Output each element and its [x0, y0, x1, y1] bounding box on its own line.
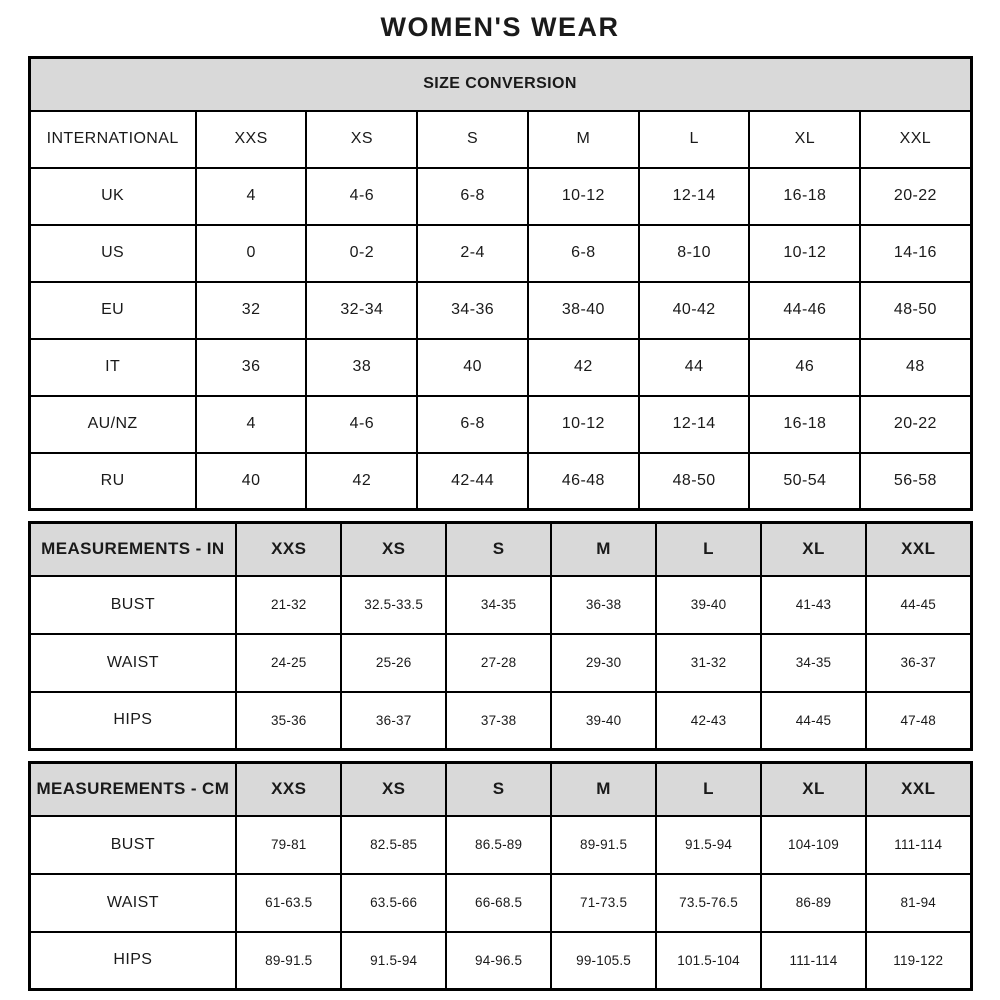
- size-column-header: XXL: [866, 523, 971, 576]
- size-column-header: XXS: [196, 111, 307, 168]
- value-cell: 29-30: [551, 634, 656, 692]
- size-column-header: XXL: [866, 763, 971, 816]
- size-column-header: XS: [341, 523, 446, 576]
- table-row: [29, 932, 971, 990]
- value-cell: 16-18: [749, 396, 860, 453]
- value-cell: 32: [196, 282, 307, 339]
- value-cell: 24-25: [236, 634, 341, 692]
- value-cell: 46: [749, 339, 860, 396]
- size-column-header: M: [528, 111, 639, 168]
- size-column-header: XS: [341, 763, 446, 816]
- table-row: [29, 282, 971, 339]
- value-cell: 20-22: [860, 168, 971, 225]
- value-cell: 6-8: [417, 396, 528, 453]
- value-cell: 89-91.5: [551, 816, 656, 874]
- size-column-header: L: [639, 111, 750, 168]
- size-column-header: XXL: [860, 111, 971, 168]
- size-column-header: S: [446, 763, 551, 816]
- value-cell: 4: [196, 168, 307, 225]
- size-column-header: XXS: [236, 523, 341, 576]
- value-cell: 36: [196, 339, 307, 396]
- size-column-header: M: [551, 763, 656, 816]
- value-cell: 44-45: [866, 576, 971, 634]
- value-cell: 4: [196, 396, 307, 453]
- table-row: [29, 396, 971, 453]
- value-cell: 0-2: [306, 225, 417, 282]
- value-cell: 79-81: [236, 816, 341, 874]
- value-cell: 46-48: [528, 453, 639, 510]
- value-cell: 82.5-85: [341, 816, 446, 874]
- value-cell: 31-32: [656, 634, 761, 692]
- size-column-header: M: [551, 523, 656, 576]
- value-cell: 50-54: [749, 453, 860, 510]
- size-column-header: L: [656, 763, 761, 816]
- size-column-header: S: [417, 111, 528, 168]
- value-cell: 48: [860, 339, 971, 396]
- value-cell: 86.5-89: [446, 816, 551, 874]
- value-cell: 111-114: [761, 932, 866, 990]
- value-cell: 10-12: [528, 168, 639, 225]
- value-cell: 44-46: [749, 282, 860, 339]
- value-cell: 38-40: [528, 282, 639, 339]
- size-column-header: XL: [761, 523, 866, 576]
- value-cell: 44: [639, 339, 750, 396]
- table-row: [29, 339, 971, 396]
- table-header-row: [29, 523, 971, 576]
- value-cell: 32-34: [306, 282, 417, 339]
- value-cell: 44-45: [761, 692, 866, 750]
- value-cell: 20-22: [860, 396, 971, 453]
- value-cell: 12-14: [639, 396, 750, 453]
- header-label-cell: MEASUREMENTS - CM: [29, 763, 236, 816]
- value-cell: 36-37: [341, 692, 446, 750]
- size-column-header: XL: [749, 111, 860, 168]
- row-label: WAIST: [29, 874, 236, 932]
- table-row: [29, 453, 971, 510]
- value-cell: 36-38: [551, 576, 656, 634]
- row-label: BUST: [29, 816, 236, 874]
- value-cell: 42: [306, 453, 417, 510]
- row-label: HIPS: [29, 692, 236, 750]
- value-cell: 32.5-33.5: [341, 576, 446, 634]
- value-cell: 39-40: [551, 692, 656, 750]
- value-cell: 81-94: [866, 874, 971, 932]
- size-column-header: XL: [761, 763, 866, 816]
- value-cell: 56-58: [860, 453, 971, 510]
- value-cell: 73.5-76.5: [656, 874, 761, 932]
- value-cell: 48-50: [860, 282, 971, 339]
- row-label: EU: [29, 282, 196, 339]
- value-cell: 14-16: [860, 225, 971, 282]
- value-cell: 37-38: [446, 692, 551, 750]
- value-cell: 6-8: [417, 168, 528, 225]
- value-cell: 0: [196, 225, 307, 282]
- value-cell: 34-35: [446, 576, 551, 634]
- row-label: WAIST: [29, 634, 236, 692]
- value-cell: 47-48: [866, 692, 971, 750]
- table-title: SIZE CONVERSION: [29, 58, 971, 111]
- value-cell: 94-96.5: [446, 932, 551, 990]
- value-cell: 91.5-94: [341, 932, 446, 990]
- value-cell: 2-4: [417, 225, 528, 282]
- value-cell: 41-43: [761, 576, 866, 634]
- row-label: RU: [29, 453, 196, 510]
- value-cell: 12-14: [639, 168, 750, 225]
- value-cell: 27-28: [446, 634, 551, 692]
- table-row: [29, 576, 971, 634]
- row-label: BUST: [29, 576, 236, 634]
- value-cell: 42-43: [656, 692, 761, 750]
- header-label-cell: INTERNATIONAL: [29, 111, 196, 168]
- table-row: [29, 874, 971, 932]
- size-column-header: XXS: [236, 763, 341, 816]
- size-column-header: S: [446, 523, 551, 576]
- measurements-in-table: [28, 521, 973, 751]
- row-label: AU/NZ: [29, 396, 196, 453]
- value-cell: 34-35: [761, 634, 866, 692]
- size-conversion-table: [28, 56, 973, 511]
- value-cell: 16-18: [749, 168, 860, 225]
- value-cell: 36-37: [866, 634, 971, 692]
- value-cell: 40: [417, 339, 528, 396]
- value-cell: 119-122: [866, 932, 971, 990]
- table-row: [29, 816, 971, 874]
- table-row: [29, 634, 971, 692]
- value-cell: 63.5-66: [341, 874, 446, 932]
- value-cell: 71-73.5: [551, 874, 656, 932]
- value-cell: 39-40: [656, 576, 761, 634]
- table-row: [29, 692, 971, 750]
- value-cell: 91.5-94: [656, 816, 761, 874]
- size-column-header: XS: [306, 111, 417, 168]
- value-cell: 42-44: [417, 453, 528, 510]
- value-cell: 10-12: [749, 225, 860, 282]
- value-cell: 48-50: [639, 453, 750, 510]
- page-title: WOMEN'S WEAR: [380, 12, 620, 42]
- value-cell: 111-114: [866, 816, 971, 874]
- header-label-cell: MEASUREMENTS - IN: [29, 523, 236, 576]
- value-cell: 4-6: [306, 168, 417, 225]
- row-label: HIPS: [29, 932, 236, 990]
- table-title-row: [29, 58, 971, 111]
- row-label: UK: [29, 168, 196, 225]
- value-cell: 61-63.5: [236, 874, 341, 932]
- row-label: US: [29, 225, 196, 282]
- table-header-row: [29, 763, 971, 816]
- value-cell: 6-8: [528, 225, 639, 282]
- value-cell: 104-109: [761, 816, 866, 874]
- value-cell: 66-68.5: [446, 874, 551, 932]
- size-column-header: L: [656, 523, 761, 576]
- table-row: [29, 225, 971, 282]
- value-cell: 34-36: [417, 282, 528, 339]
- value-cell: 10-12: [528, 396, 639, 453]
- value-cell: 42: [528, 339, 639, 396]
- value-cell: 89-91.5: [236, 932, 341, 990]
- value-cell: 86-89: [761, 874, 866, 932]
- value-cell: 21-32: [236, 576, 341, 634]
- value-cell: 40-42: [639, 282, 750, 339]
- table-row: [29, 168, 971, 225]
- value-cell: 99-105.5: [551, 932, 656, 990]
- value-cell: 8-10: [639, 225, 750, 282]
- table-header-row: [29, 111, 971, 168]
- value-cell: 40: [196, 453, 307, 510]
- row-label: IT: [29, 339, 196, 396]
- value-cell: 25-26: [341, 634, 446, 692]
- value-cell: 4-6: [306, 396, 417, 453]
- measurements-cm-table: [28, 761, 973, 991]
- value-cell: 101.5-104: [656, 932, 761, 990]
- value-cell: 35-36: [236, 692, 341, 750]
- value-cell: 38: [306, 339, 417, 396]
